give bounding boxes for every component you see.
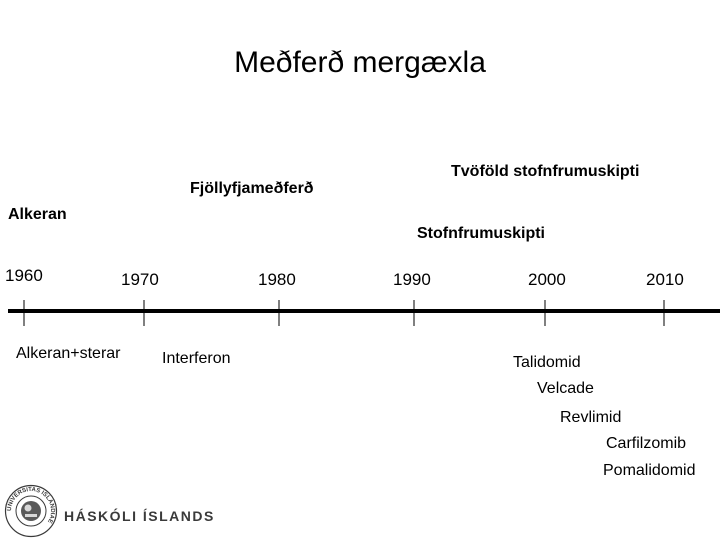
label-fjollyfjamedferd: Fjöllyfjameðferð bbox=[190, 180, 314, 197]
label-interferon: Interferon bbox=[162, 350, 231, 367]
label-alkeran: Alkeran bbox=[8, 206, 67, 223]
label-carfilzomib: Carfilzomib bbox=[606, 435, 687, 452]
slide-title: Meðferð mergæxla bbox=[234, 46, 486, 79]
timeline-axis bbox=[0, 300, 720, 330]
year-label-2010: 2010 bbox=[646, 270, 684, 289]
label-pomalidomid: Pomalidomid bbox=[603, 462, 696, 479]
year-label-2000: 2000 bbox=[528, 270, 566, 289]
label-talidomid: Talidomid bbox=[513, 354, 581, 371]
svg-text:UNIVERSITAS ISLANDIAE: UNIVERSITAS ISLANDIAE bbox=[6, 486, 56, 524]
year-label-1960: 1960 bbox=[5, 266, 43, 285]
label-tvofold-stofnfrumuskipti: Tvöföld stofnfrumuskipti bbox=[451, 163, 640, 180]
university-wordmark: HÁSKÓLI ÍSLANDS bbox=[64, 508, 215, 524]
label-revlimid: Revlimid bbox=[560, 409, 622, 426]
label-velcade: Velcade bbox=[537, 380, 594, 397]
year-label-1990: 1990 bbox=[393, 270, 431, 289]
label-stofnfrumuskipti: Stofnfrumuskipti bbox=[417, 225, 545, 242]
label-alkeran-sterar: Alkeran+sterar bbox=[16, 345, 121, 362]
year-label-1970: 1970 bbox=[121, 270, 159, 289]
year-label-1980: 1980 bbox=[258, 270, 296, 289]
university-seal-logo bbox=[4, 484, 58, 538]
